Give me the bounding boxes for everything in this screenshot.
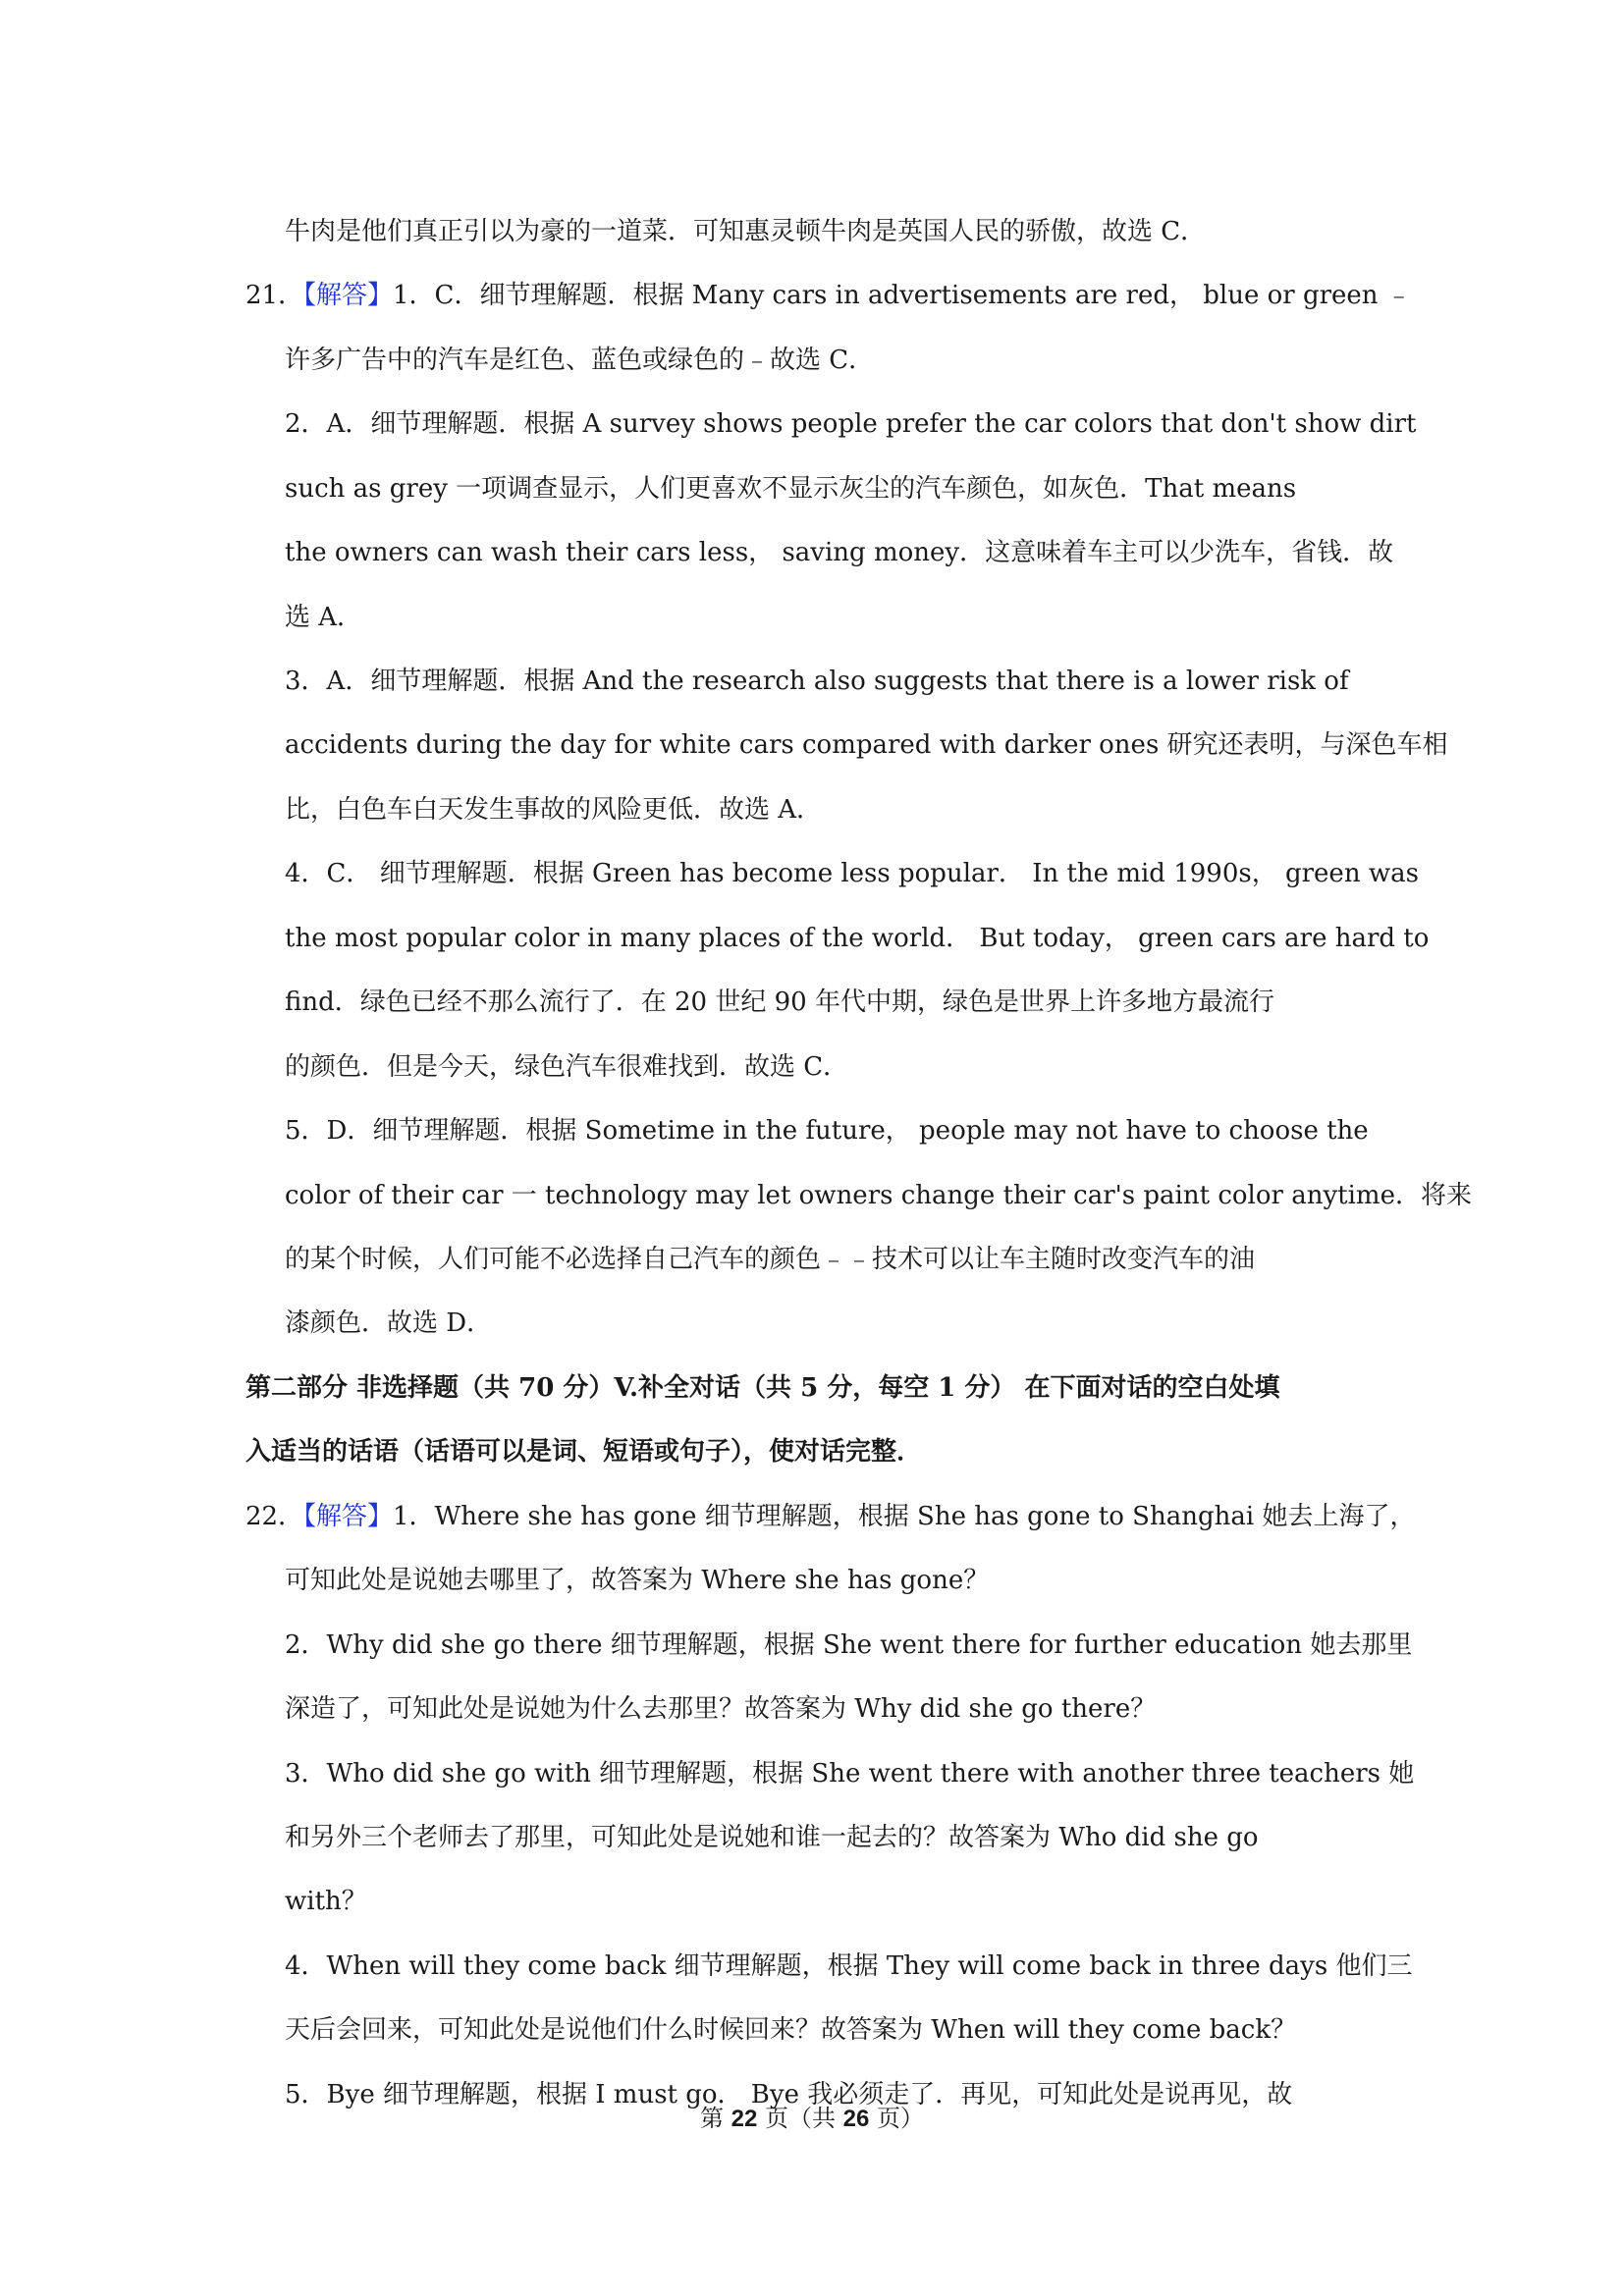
question-22-header: [245, 1499, 1416, 1534]
current-page-number: 22: [731, 2106, 758, 2132]
question-number: 21．: [245, 281, 304, 310]
text-line: 许多广告中的汽车是红色、蓝色或绿色的﹣故选 C．: [285, 346, 875, 375]
text-line: 天后会回来，可知此处是说他们什么时候回来？故答案为 When will they come back？: [285, 2015, 1297, 2045]
text-line: 漆颜色．故选 D．: [285, 1308, 493, 1338]
text-line: 2．A．细节理解题．根据 A survey shows people prefer the car colors that don't show dirt: [285, 409, 1417, 439]
total-page-count: 26: [842, 2106, 870, 2132]
text-line: 比，白色车白天发生事故的风险更低．故选 A．: [285, 795, 823, 825]
answer-tag: 【解答】: [291, 281, 394, 310]
text-line: 深造了，可知此处是说她为什么去那里？故答案为 Why did she go there？: [285, 1694, 1157, 1724]
text-line: 1．C．细节理解题．根据 Many cars in advertisements are red， blue or green ﹣: [393, 281, 1412, 310]
text-line: 4．When will they come back 细节理解题，根据 They will come back in three days 他们三: [285, 1951, 1413, 1981]
text-line: 和另外三个老师去了那里，可知此处是说她和谁一起去的？故答案为 Who did she go: [285, 1823, 1259, 1852]
text-line: find．绿色已经不那么流行了．在 20 世纪 90 年代中期，绿色是世界上许多地方最流行: [285, 988, 1274, 1017]
text-line: color of their car 一 technology may let owners change their car's paint color anytime．将来: [285, 1181, 1472, 1210]
text-line: such as grey 一项调查显示，人们更喜欢不显示灰尘的汽车颜色，如灰色．That means: [285, 474, 1297, 504]
text-line: 3．Who did she go with 细节理解题，根据 She went there with another three teachers 她: [285, 1759, 1415, 1789]
question-number: 22．: [245, 1502, 304, 1531]
text-line: the owners can wash their cars less， saving money．这意味着车主可以少洗车，省钱．故: [285, 538, 1394, 567]
text-line: 3．A．细节理解题．根据 And the research also suggests that there is a lower risk of: [285, 667, 1349, 696]
text-line: 2．Why did she go there 细节理解题，根据 She went there for further education 她去那里: [285, 1630, 1413, 1660]
section-heading-cont: 入适当的话语（话语可以是词、短语或句子），使对话完整．: [245, 1437, 923, 1467]
text-line: 牛肉是他们真正引以为豪的一道菜．可知惠灵顿牛肉是英国人民的骄傲，故选 C．: [285, 217, 1207, 246]
question-21-header: [245, 278, 1412, 313]
text-line: 5．Bye 细节理解题，根据 I must go． Bye 我必须走了．再见，可知此处是说再见，故: [285, 2080, 1293, 2109]
text-line: with？: [285, 1887, 367, 1916]
footer-suffix: 页）: [876, 2105, 924, 2132]
text-line: 5．D．细节理解题．根据 Sometime in the future， people may not have to choose the: [285, 1116, 1369, 1146]
answer-tag: 【解答】: [291, 1502, 394, 1531]
text-line: 1．Where she has gone 细节理解题，根据 She has gone to Shanghai 她去上海了，: [393, 1502, 1416, 1531]
footer-middle: 页（共: [765, 2105, 836, 2132]
text-line: the most popular color in many places of the world． But today， green cars are hard to: [285, 924, 1430, 953]
text-line: 的某个时候，人们可能不必选择自己汽车的颜色﹣﹣技术可以让车主随时改变汽车的油: [285, 1245, 1256, 1274]
text-line: accidents during the day for white cars compared with darker ones 研究还表明，与深色车相: [285, 730, 1448, 760]
text-line: 可知此处是说她去哪里了，故答案为 Where she has gone？: [285, 1566, 990, 1595]
section-heading: 第二部分 非选择题（共 70 分）V.补全对话（共 5 分，每空 1 分） 在下面对话的空白处填: [245, 1373, 1280, 1403]
footer-prefix: 第: [700, 2105, 725, 2132]
text-line: 选 A．: [285, 603, 363, 632]
page-footer: [0, 2104, 1624, 2134]
text-line: 的颜色．但是今天，绿色汽车很难找到．故选 C．: [285, 1052, 849, 1082]
text-line: 4．C． 细节理解题．根据 Green has become less popular． In the mid 1990s， green was: [285, 859, 1419, 888]
